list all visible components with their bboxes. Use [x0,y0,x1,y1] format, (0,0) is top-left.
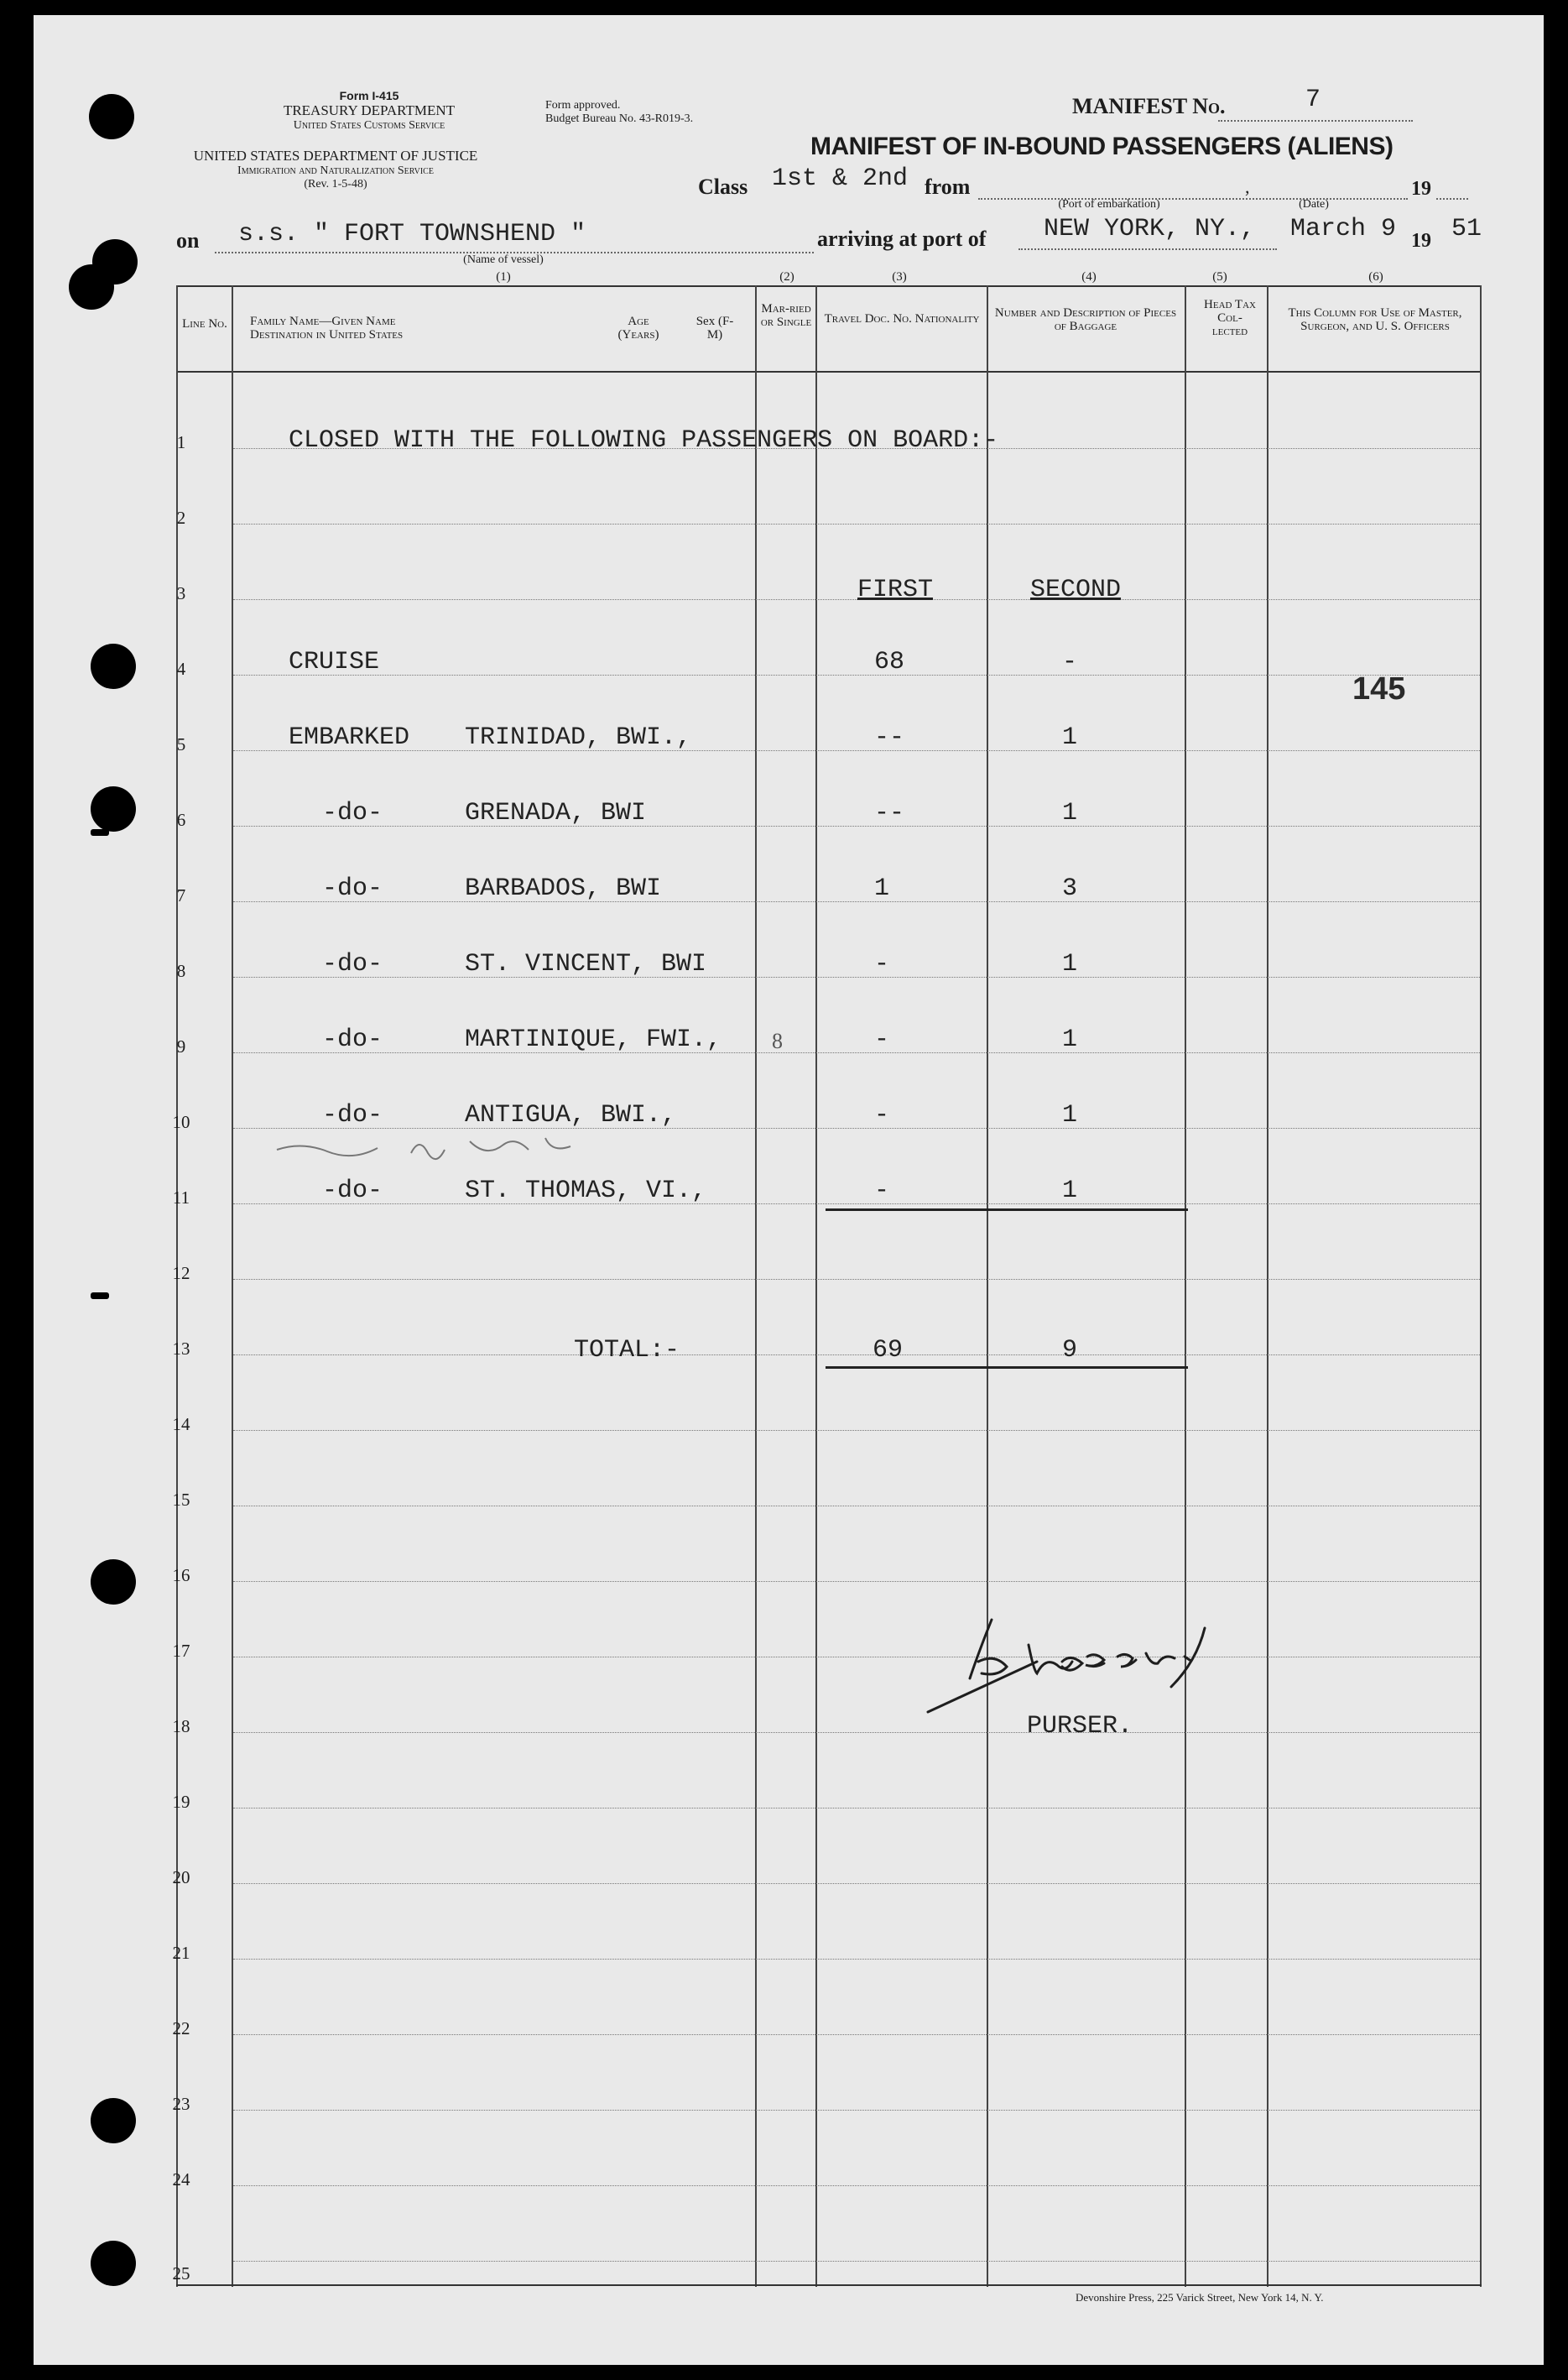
class-label: Class [698,175,748,199]
punch-hole [89,94,134,139]
place: TRINIDAD, BWI., [465,723,692,752]
column-number: (1) [496,270,511,284]
cruise-second: - [1062,648,1078,676]
row-line [233,1052,1480,1053]
header-baggage [990,306,1181,333]
row-line [233,826,1480,827]
place: ANTIGUA, BWI., [465,1101,677,1130]
printer-credit: Devonshire Press, 225 Varick Street, New York 14, N. Y. [1076,2291,1324,2304]
second-count: 1 [1062,950,1078,979]
row-line [233,524,1480,525]
line-number: 20 [172,1867,190,1887]
line-number: 16 [172,1565,190,1585]
purser-title: PURSER. [1027,1712,1133,1741]
line-number: 18 [172,1716,190,1736]
punch-hole [91,644,136,689]
first-count: - [874,1177,890,1205]
line-number: 17 [172,1641,190,1661]
punch-hole [91,2241,136,2286]
punch-hole [91,1559,136,1605]
line-number: 19 [172,1792,190,1812]
port-name: NEW YORK, NY., [1044,215,1256,243]
date-caption: (Date) [1299,198,1329,211]
line-number: 6 [176,810,186,830]
table-bottom-rule [176,2284,1482,2286]
first-count: - [874,1026,890,1054]
column-number: (6) [1368,270,1383,284]
total-rule [826,1366,1188,1369]
first-count: 1 [874,874,890,903]
header-line-no [178,317,232,331]
header-married [758,302,814,329]
manifest-page [34,15,1544,2365]
place: MARTINIQUE, FWI., [465,1026,722,1054]
class-value: 1st & 2nd [772,164,909,193]
header-line-no-text: Line No. [182,317,227,331]
vessel-name: s.s. " FORT TOWNSHEND " [238,220,586,248]
ditto: -do- [322,1101,383,1130]
line-number: 21 [172,1943,190,1963]
subtotal-rule [826,1208,1188,1211]
first-count: - [874,950,890,979]
column-number: (4) [1081,270,1097,284]
ditto: -do- [322,950,383,979]
header-family-name: Family Name—Given Name [250,315,396,328]
cruise-label: CRUISE [289,648,380,676]
header-master-use [1272,306,1478,333]
row-line [233,1203,1480,1204]
second-count: 1 [1062,1101,1078,1130]
manifest-title: MANIFEST OF IN-BOUND PASSENGERS (ALIENS) [810,133,1393,160]
header-travel-doc [822,312,982,326]
line-number: 13 [172,1339,190,1359]
line-number: 1 [176,432,186,452]
arriving-label: arriving at port of [817,227,987,251]
embarkation-caption: (Port of embarkation) [1058,198,1160,211]
arrival-date: March 9 [1290,215,1397,243]
revision-date: (Rev. 1-5-48) [304,178,367,191]
place: ST. THOMAS, VI., [465,1177,707,1205]
form-number: Form I-415 [339,89,399,102]
port-line [1018,248,1277,250]
header-head-tax [1203,298,1257,338]
first-class-header: FIRST [857,576,934,604]
handwritten-total: 145 [1352,671,1406,707]
ditto: -do- [322,1026,383,1054]
budget-bureau: Budget Bureau No. 43-R019-3. [545,112,694,125]
table-header-rule [176,371,1482,373]
place: BARBADOS, BWI [465,874,662,903]
row-line [233,2261,1480,2262]
closed-statement: CLOSED WITH THE FOLLOWING PASSENGERS ON BOARD:- [289,426,999,455]
second-count: 1 [1062,799,1078,827]
line-number: 8 [176,961,186,981]
line-number: 11 [172,1187,190,1208]
baggage-divider [1185,285,1186,2287]
line-number: 10 [172,1112,190,1132]
place: GRENADA, BWI [465,799,647,827]
customs-service: United States Customs Service [293,119,445,132]
header-head-tax-text: Head Tax Col-lected [1204,298,1256,338]
header-age [609,315,668,342]
punch-hole [91,786,136,832]
married-column-left [755,285,757,2287]
ditto: -do- [322,874,383,903]
place: ST. VINCENT, BWI [465,950,707,979]
column-number: (3) [892,270,907,284]
ditto: -do- [322,1177,383,1205]
comma: , [1245,176,1250,197]
ditto: -do- [322,799,383,827]
embarked-label: EMBARKED [289,723,410,752]
second-count: 1 [1062,1177,1078,1205]
row-line [233,675,1480,676]
married-column-right [815,285,817,2287]
table-right-border [1480,285,1482,2287]
header-destination: Destination in United States [250,328,404,342]
first-count: - [874,1101,890,1130]
manifest-number: 7 [1305,86,1321,114]
manifest-label: MANIFEST No. [1072,94,1226,118]
second-count: 3 [1062,874,1078,903]
total-second: 9 [1062,1336,1078,1365]
purser-signature [919,1603,1289,1720]
row-line [233,1279,1480,1280]
punch-mark [91,829,109,836]
year-line-1 [1436,198,1468,200]
header-sex [690,315,740,342]
form-approved: Form approved. [545,99,621,112]
from-label: from [925,175,971,199]
header-travel-doc-text: Travel Doc. No. Nationality [824,312,980,326]
row-line [233,2034,1480,2035]
line-number: 9 [176,1036,186,1057]
second-class-header: SECOND [1030,576,1122,604]
header-married-text: Mar-ried or Single [760,302,812,329]
second-count: 1 [1062,1026,1078,1054]
row-line [233,977,1480,978]
row-line [233,2110,1480,2111]
header-sex-text: Sex (F-M) [695,315,734,342]
line-number: 7 [176,885,186,906]
total-label: TOTAL:- [574,1336,680,1365]
line-number: 12 [172,1263,190,1283]
row-line [233,1581,1480,1582]
first-count: -- [874,723,905,752]
line-number: 22 [172,2018,190,2038]
line-number-divider [232,285,233,2287]
line-number: 3 [176,583,186,603]
margin-note: 8 [772,1029,783,1053]
row-line [233,1732,1480,1733]
punch-mark [91,1292,109,1299]
arrival-year: 51 [1451,215,1482,243]
punch-hole [91,2098,136,2143]
line-number: 2 [176,508,186,528]
immigration-service: Immigration and Naturalization Service [237,164,434,177]
pencil-scribble [268,1116,621,1167]
header-age-text: Age (Years) [617,315,659,342]
on-label: on [176,228,200,253]
manifest-number-line [1218,120,1413,122]
line-number: 4 [176,659,186,679]
row-line [233,1354,1480,1355]
second-count: 1 [1062,723,1078,752]
line-number: 14 [172,1414,190,1434]
row-line [233,1430,1480,1431]
table-top-rule [176,285,1482,287]
row-line [233,2185,1480,2186]
treasury-department: TREASURY DEPARTMENT [283,102,456,118]
head-tax-divider [1267,285,1268,2287]
line-number: 15 [172,1490,190,1510]
column-number: (2) [779,270,794,284]
line-number: 5 [176,734,186,754]
cruise-first: 68 [874,648,905,676]
year-prefix-2: 19 [1411,230,1431,252]
year-prefix-1: 19 [1411,178,1431,200]
first-count: -- [874,799,905,827]
vessel-caption: (Name of vessel) [463,253,544,266]
row-line [233,901,1480,902]
header-baggage-text: Number and Description of Pieces of Baggage [994,306,1177,333]
row-line [233,750,1480,751]
line-number: 25 [172,2263,190,2283]
line-number: 23 [172,2094,190,2114]
header-master-use-text: This Column for Use of Master, Surgeon, and U. S. Officers [1288,306,1462,333]
department-of-justice: UNITED STATES DEPARTMENT OF JUSTICE [193,148,478,164]
travel-doc-divider [987,285,988,2287]
column-number: (5) [1212,270,1227,284]
row-line [233,1883,1480,1884]
row-line [233,599,1480,600]
punch-hole [69,264,114,310]
line-number: 24 [172,2169,190,2189]
total-first: 69 [873,1336,904,1365]
row-line [233,1959,1480,1960]
